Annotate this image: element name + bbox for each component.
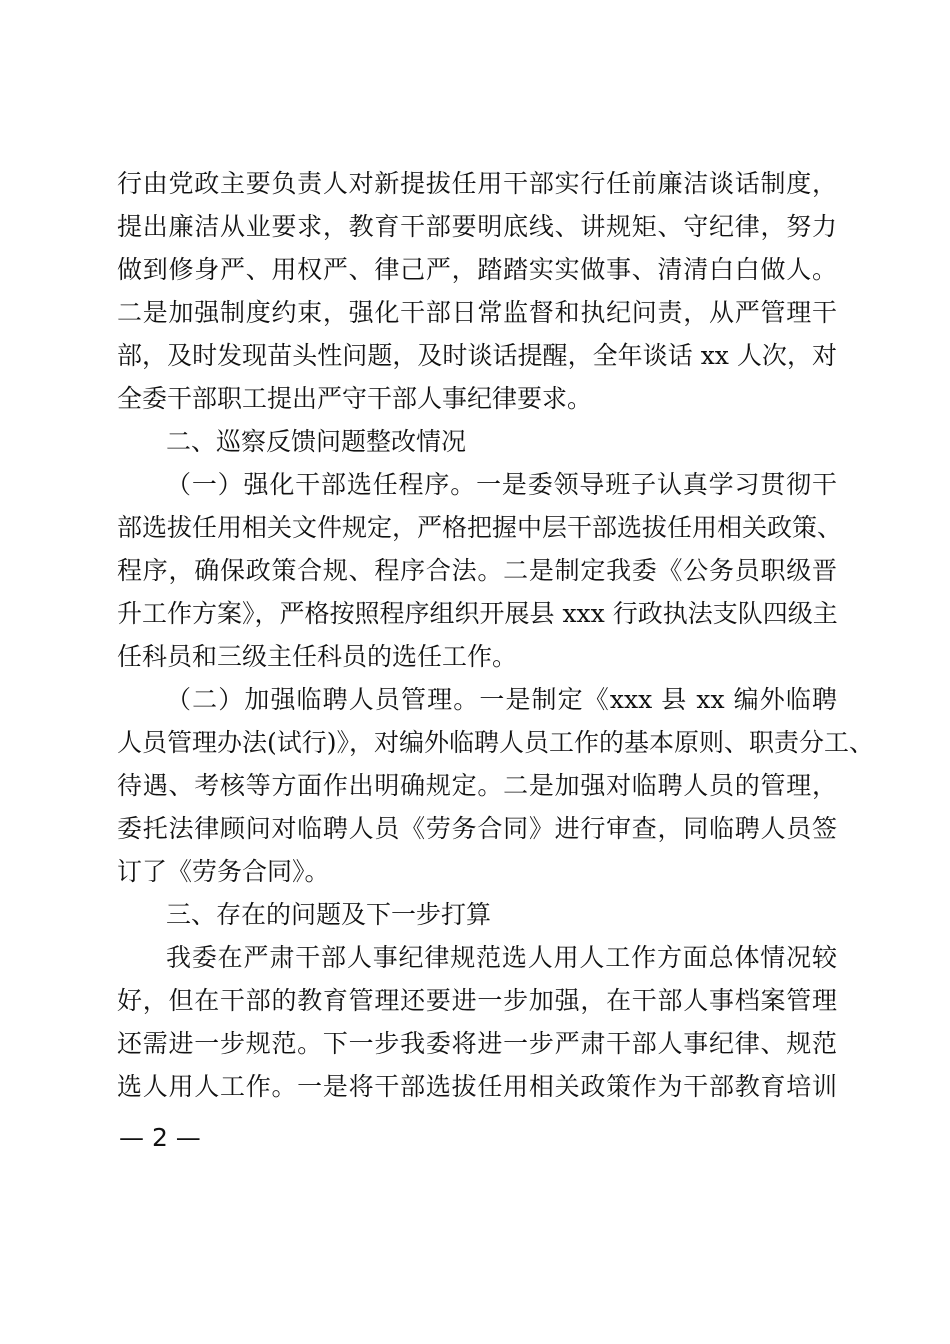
text-line: 全委干部职工提出严守干部人事纪律要求。 — [117, 384, 593, 413]
text-line: 提出廉洁从业要求，教育干部要明底线、讲规矩、守纪律，努力 — [117, 212, 837, 241]
text-line: 人员管理办法(试行)》，对编外临聘人员工作的基本原则、职责分工、 — [117, 728, 875, 757]
section-heading: 二、巡察反馈问题整改情况 — [166, 427, 467, 456]
text-line: 选人用人工作。一是将干部选拔任用相关政策作为干部教育培训 — [117, 1072, 837, 1101]
text-line: 任科员和三级主任科员的选任工作。 — [117, 642, 518, 671]
text-line: 二是加强制度约束，强化干部日常监督和执纪问责，从严管理干 — [117, 298, 837, 327]
text-line: 程序，确保政策合规、程序合法。二是制定我委《公务员职级晋 — [117, 556, 837, 585]
text-line: 还需进一步规范。下一步我委将进一步严肃干部人事纪律、规范 — [117, 1029, 837, 1058]
text-line: （二）加强临聘人员管理。一是制定《xxx 县 xx 编外临聘 — [166, 685, 837, 714]
text-line: 部，及时发现苗头性问题，及时谈话提醒，全年谈话 xx 人次，对 — [117, 341, 837, 370]
text-line: 行由党政主要负责人对新提拔任用干部实行任前廉洁谈话制度， — [117, 169, 837, 198]
page-number: — 2 — — [119, 1123, 201, 1152]
text-line: 做到修身严、用权严、律己严，踏踏实实做事、清清白白做人。 — [117, 255, 837, 284]
text-line: 委托法律顾问对临聘人员《劳务合同》进行审查，同临聘人员签 — [117, 814, 837, 843]
text-line: （一）强化干部选任程序。一是委领导班子认真学习贯彻干 — [166, 470, 837, 499]
text-line: 待遇、考核等方面作出明确规定。二是加强对临聘人员的管理， — [117, 771, 837, 800]
text-line: 我委在严肃干部人事纪律规范选人用人工作方面总体情况较 — [166, 943, 837, 972]
text-line: 部选拔任用相关文件规定，严格把握中层干部选拔任用相关政策、 — [117, 513, 843, 542]
text-line: 升工作方案》，严格按照程序组织开展县 xxx 行政执法支队四级主 — [117, 599, 838, 628]
text-line: 好，但在干部的教育管理还要进一步加强，在干部人事档案管理 — [117, 986, 837, 1015]
text-line: 订了《劳务合同》。 — [117, 857, 330, 886]
section-heading: 三、存在的问题及下一步打算 — [166, 900, 492, 929]
